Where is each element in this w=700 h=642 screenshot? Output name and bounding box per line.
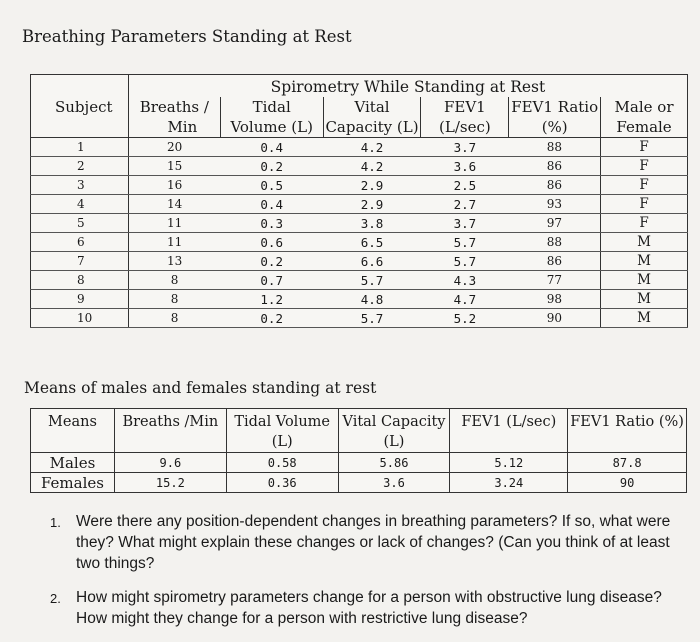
sex-cell: M [601, 271, 688, 290]
breaths-cell: 11 [128, 214, 220, 233]
table-row [31, 252, 688, 271]
subject-cell: 3 [31, 176, 129, 195]
fev1-cell: 2.7 [421, 195, 509, 214]
means-ratio-header: FEV1 Ratio (%) [568, 409, 687, 453]
means-value: 3.6 [338, 473, 450, 493]
means-value: 87.8 [568, 453, 687, 473]
means-value: 0.36 [226, 473, 338, 493]
tidal-cell: 0.2 [220, 309, 323, 328]
tidal-cell: 0.6 [220, 233, 323, 252]
vital-cell: 4.2 [323, 157, 421, 176]
subject-cell: 9 [31, 290, 129, 309]
breaths-cell: 16 [128, 176, 220, 195]
vital-cell: 3.8 [323, 214, 421, 233]
ratio-cell: 77 [509, 271, 601, 290]
ratio-cell: 88 [509, 233, 601, 252]
tidal-cell: 0.2 [220, 252, 323, 271]
fev1-header: FEV1 (L/sec) [421, 97, 509, 138]
subject-cell: 6 [31, 233, 129, 252]
table-row [31, 157, 688, 176]
table-row [31, 233, 688, 252]
means-breaths-header: Breaths /Min [114, 409, 226, 453]
subject-cell: 4 [31, 195, 129, 214]
subject-cell: 7 [31, 252, 129, 271]
fev1-cell: 5.7 [421, 233, 509, 252]
fev1-cell: 4.7 [421, 290, 509, 309]
table-row [31, 138, 688, 157]
subject-header: Subject [31, 75, 129, 138]
ratio-cell: 93 [509, 195, 601, 214]
breaths-header: Breaths / Min [128, 97, 220, 138]
vital-cell: 6.5 [323, 233, 421, 252]
breaths-cell: 20 [128, 138, 220, 157]
tidal-cell: 0.7 [220, 271, 323, 290]
breaths-cell: 8 [128, 309, 220, 328]
subject-cell: 2 [31, 157, 129, 176]
breaths-cell: 13 [128, 252, 220, 271]
means-row [31, 453, 687, 473]
vital-cell: 2.9 [323, 176, 421, 195]
means-vital-header: Vital Capacity (L) [338, 409, 450, 453]
question-text: How might spirometry parameters change for a person with obstructive lung disease? How might they change for a person with restrictive lung disease? [76, 589, 662, 627]
means-value: 15.2 [114, 473, 226, 493]
vital-cell: 5.7 [323, 309, 421, 328]
table-row [31, 214, 688, 233]
question-number: 1. [50, 515, 61, 530]
tidal-cell: 1.2 [220, 290, 323, 309]
table-row [31, 271, 688, 290]
means-value: 0.58 [226, 453, 338, 473]
ratio-cell: 86 [509, 252, 601, 271]
tidal-cell: 0.4 [220, 138, 323, 157]
table-banner: Spirometry While Standing at Rest [128, 75, 687, 98]
vital-cell: 2.9 [323, 195, 421, 214]
fev1-cell: 4.3 [421, 271, 509, 290]
means-fev1-header: FEV1 (L/sec) [450, 409, 568, 453]
ratio-cell: 86 [509, 176, 601, 195]
breaths-cell: 15 [128, 157, 220, 176]
fev1-cell: 3.7 [421, 214, 509, 233]
sex-header: Male or Female [601, 97, 688, 138]
sex-cell: F [601, 157, 688, 176]
ratio-cell: 86 [509, 157, 601, 176]
means-table-body [31, 453, 687, 493]
means-tidal-header: Tidal Volume (L) [226, 409, 338, 453]
vital-cell: 5.7 [323, 271, 421, 290]
means-title: Means of males and females standing at rest [24, 379, 377, 397]
breaths-cell: 14 [128, 195, 220, 214]
table-row [31, 290, 688, 309]
means-row-label: Females [31, 473, 115, 493]
question-number: 2. [50, 591, 61, 606]
spirometry-table-body [31, 138, 688, 328]
fev1-cell: 3.6 [421, 157, 509, 176]
fev1-cell: 3.7 [421, 138, 509, 157]
tidal-cell: 0.4 [220, 195, 323, 214]
page-title: Breathing Parameters Standing at Rest [22, 27, 352, 46]
tidal-cell: 0.5 [220, 176, 323, 195]
tidal-cell: 0.3 [220, 214, 323, 233]
table-row [31, 195, 688, 214]
table-row [31, 309, 688, 328]
subject-cell: 1 [31, 138, 129, 157]
means-value: 5.86 [338, 453, 450, 473]
ratio-cell: 88 [509, 138, 601, 157]
subject-cell: 8 [31, 271, 129, 290]
means-value: 5.12 [450, 453, 568, 473]
question-item [50, 511, 680, 574]
spirometry-table [30, 74, 688, 328]
sex-cell: F [601, 176, 688, 195]
means-value: 90 [568, 473, 687, 493]
sex-cell: F [601, 138, 688, 157]
subject-cell: 5 [31, 214, 129, 233]
means-header: Means [31, 409, 115, 453]
means-row-label: Males [31, 453, 115, 473]
means-value: 3.24 [450, 473, 568, 493]
sex-cell: M [601, 290, 688, 309]
tidal-header: Tidal Volume (L) [220, 97, 323, 138]
fev1-cell: 5.7 [421, 252, 509, 271]
sex-cell: F [601, 195, 688, 214]
vital-cell: 6.6 [323, 252, 421, 271]
vital-header: Vital Capacity (L) [323, 97, 421, 138]
vital-cell: 4.8 [323, 290, 421, 309]
breaths-cell: 8 [128, 271, 220, 290]
sex-cell: M [601, 252, 688, 271]
question-text: Were there any position-dependent changes in breathing parameters? If so, what were they? What might explain these changes or lack of changes? (Can you think of at least two things? [76, 513, 671, 572]
vital-cell: 4.2 [323, 138, 421, 157]
table-row [31, 176, 688, 195]
sex-cell: M [601, 233, 688, 252]
ratio-header: FEV1 Ratio (%) [509, 97, 601, 138]
means-row [31, 473, 687, 493]
means-value: 9.6 [114, 453, 226, 473]
ratio-cell: 98 [509, 290, 601, 309]
fev1-cell: 2.5 [421, 176, 509, 195]
question-item [50, 587, 680, 629]
sex-cell: M [601, 309, 688, 328]
breaths-cell: 11 [128, 233, 220, 252]
ratio-cell: 90 [509, 309, 601, 328]
breaths-cell: 8 [128, 290, 220, 309]
sex-cell: F [601, 214, 688, 233]
tidal-cell: 0.2 [220, 157, 323, 176]
questions-list [50, 511, 680, 642]
means-table [30, 408, 687, 493]
ratio-cell: 97 [509, 214, 601, 233]
subject-cell: 10 [31, 309, 129, 328]
fev1-cell: 5.2 [421, 309, 509, 328]
